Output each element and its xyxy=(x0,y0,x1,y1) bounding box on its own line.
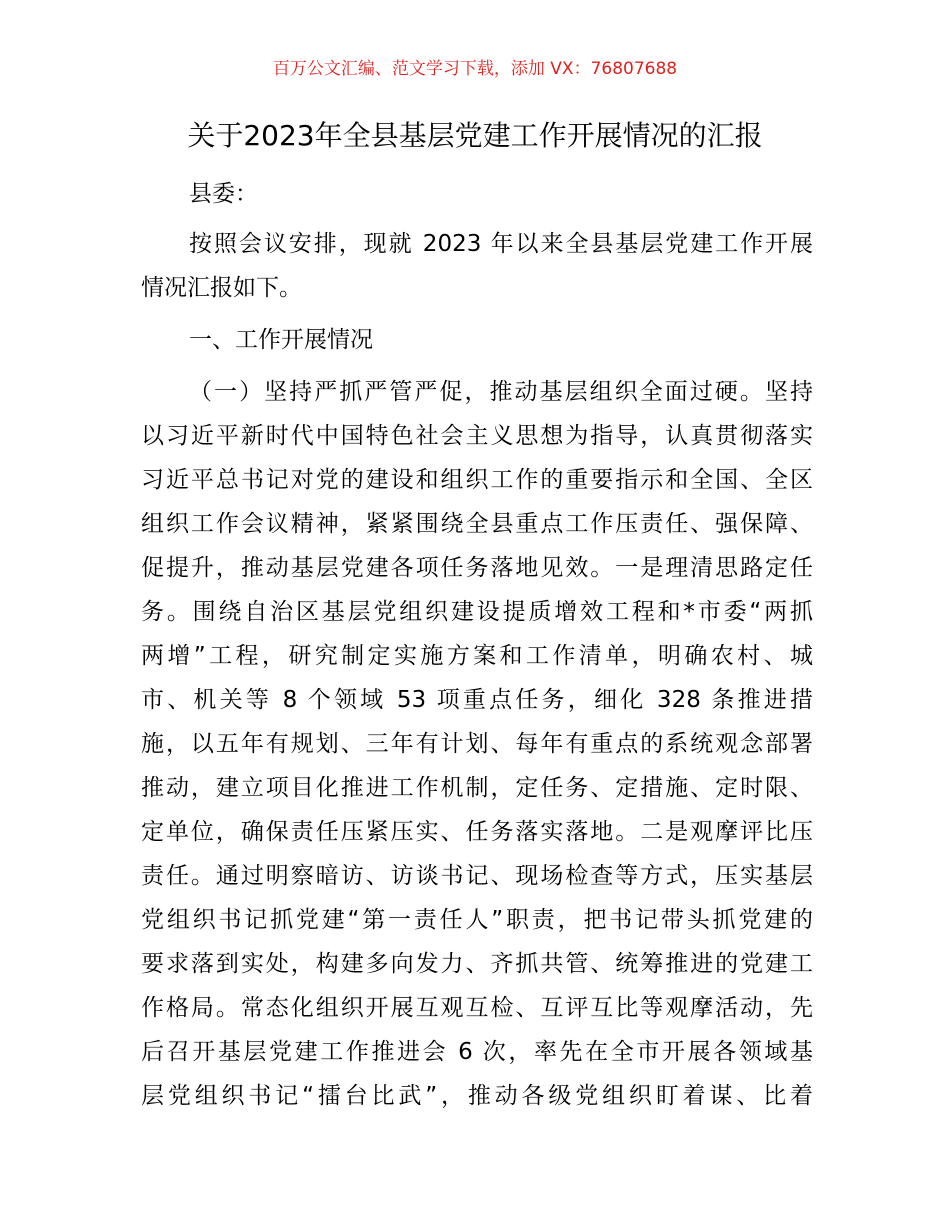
body-line: 后召开基层党建工作推进会 6 次，率先在全市开展各领域基 xyxy=(141,1039,813,1065)
body-paragraph xyxy=(141,370,813,1118)
body-line: 以习近平新时代中国特色社会主义思想为指导，认真贯彻落实 xyxy=(141,423,813,449)
section-heading xyxy=(141,318,813,362)
body-line: 作格局。常态化组织开展互观互检、互评互比等观摩活动，先 xyxy=(141,995,813,1021)
body-line: 党组织书记抓党建“第一责任人”职责，把书记带头抓党建的 xyxy=(141,907,813,933)
body-line: 责任。通过明察暗访、访谈书记、现场检查等方式，压实基层 xyxy=(141,863,813,889)
document-title: 关于2023年全县基层党建工作开展情况的汇报 xyxy=(187,119,763,152)
body-line: 要求落到实处，构建多向发力、齐抓共管、统筹推进的党建工 xyxy=(141,951,813,977)
body-line: 市、机关等 8 个领域 53 项重点任务，细化 328 条推进措 xyxy=(141,687,813,713)
intro-line: 情况汇报如下。 xyxy=(141,275,302,301)
body-line: 层党组织书记“擂台比武”，推动各级党组织盯着谋、比着 xyxy=(141,1083,813,1109)
body-line: 推动，建立项目化推进工作机制，定任务、定措施、定时限、 xyxy=(141,775,813,801)
section-heading-text: 一、工作开展情况 xyxy=(189,327,373,353)
intro-paragraph xyxy=(141,222,813,310)
watermark-banner: 百万公文汇编、范文学习下载，添加 VX：76807688 xyxy=(272,59,678,79)
body-line: 务。围绕自治区基层党组织建设提质增效工程和*市委“两抓 xyxy=(141,599,813,625)
body-line: 组织工作会议精神，紧紧围绕全县重点工作压责任、强保障、 xyxy=(141,511,813,537)
salutation xyxy=(141,172,813,216)
body-line: 促提升，推动基层党建各项任务落地见效。一是理清思路定任 xyxy=(141,555,813,581)
body-line: 习近平总书记对党的建设和组织工作的重要指示和全国、全区 xyxy=(141,467,813,493)
intro-line: 按照会议安排，现就 2023 年以来全县基层党建工作开展 xyxy=(189,231,813,257)
body-line: 定单位，确保责任压紧压实、任务落实落地。二是观摩评比压 xyxy=(141,819,813,845)
body-line: （一）坚持严抓严管严促，推动基层组织全面过硬。坚持 xyxy=(189,379,813,405)
body-line: 施，以五年有规划、三年有计划、每年有重点的系统观念部署 xyxy=(141,731,813,757)
salutation-text: 县委： xyxy=(189,181,258,207)
body-line: 两增”工程，研究制定实施方案和工作清单，明确农村、城 xyxy=(141,643,813,669)
